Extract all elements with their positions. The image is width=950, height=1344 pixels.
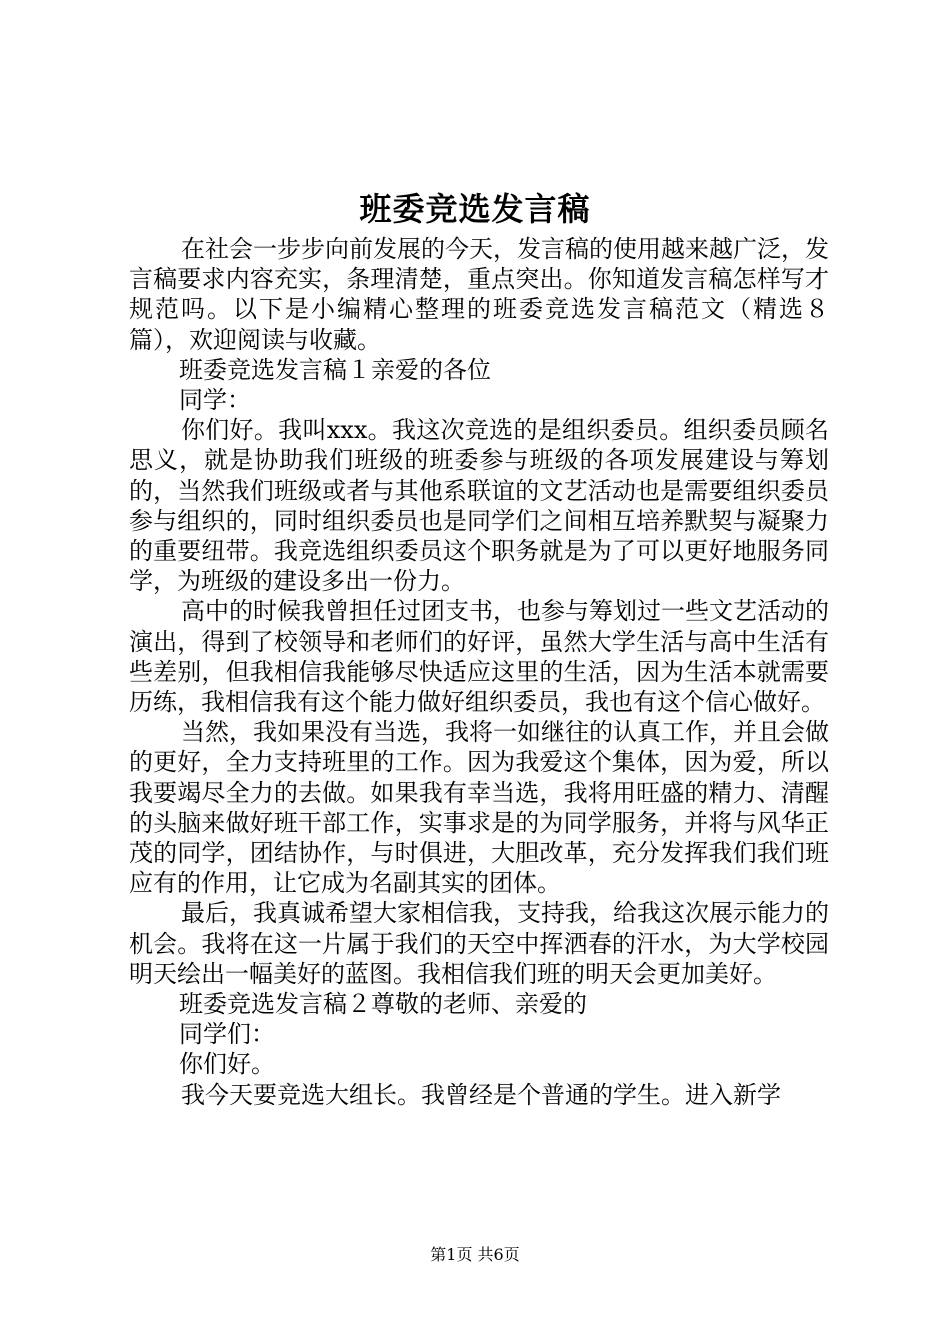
page-footer: 第1页 共6页 [430, 1245, 520, 1264]
greeting: 你们好。 [179, 1050, 275, 1079]
paragraph: 你们好。我叫xxx。我这次竞选的是组织委员。组织委员顾名思义，就是协助我们班级的班委参与班级的各项发展建设与筹划的，当然我们班级或者与其他系联谊的文艺活动也是需要组织委员参与组织的，同时组织委员也是同学们之间相互培养默契与凝聚力的重要纽带。我竞选组织委员这个职务就是为了可以更好地服务同学，为班级的建设多出一份力。 [129, 416, 829, 596]
section-heading-1: 班委竞选发言稿１亲爱的各位 [179, 355, 491, 384]
paragraph: 我今天要竞选大组长。我曾经是个普通的学生。进入新学 [181, 1080, 781, 1109]
salutation-2: 同学们： [179, 1020, 275, 1049]
paragraph: 最后，我真诚希望大家相信我，支持我，给我这次展示能力的机会。我将在这一片属于我们的天空中挥洒春的汗水，为大学校园明天绘出一幅美好的蓝图。我相信我们班的明天会更加美好。 [129, 899, 829, 988]
salutation-1: 同学： [179, 386, 251, 415]
paragraph: 当然，我如果没有当选，我将一如继往的认真工作，并且会做的更好，全力支持班里的工作。因为我爱这个集体，因为爱，所以我要竭尽全力的去做。如果我有幸当选，我将用旺盛的精力、清醒的头脑来做好班干部工作，实事求是的为同学服务，并将与风华正茂的同学，团结协作，与时俱进，大胆改革，充分发挥我们我们班应有的作用，让它成为名副其实的团体。 [129, 718, 829, 898]
document-body [129, 234, 829, 1110]
paragraph: 高中的时候我曾担任过团支书，也参与筹划过一些文艺活动的演出，得到了校领导和老师们的好评，虽然大学生活与高中生活有些差别，但我相信我能够尽快适应这里的生活，因为生活本就需要历练，我相信我有这个能力做好组织委员，我也有这个信心做好。 [129, 597, 829, 717]
paragraph-intro: 在社会一步步向前发展的今天，发言稿的使用越来越广泛，发言稿要求内容充实，条理清楚，重点突出。你知道发言稿怎样写才规范吗。以下是小编精心整理的班委竞选发言稿范文（精选８篇），欢迎阅读与收藏。 [129, 235, 829, 354]
section-heading-2: 班委竞选发言稿２尊敬的老师、亲爱的 [179, 990, 587, 1019]
document-title: 班委竞选发言稿 [359, 190, 591, 228]
